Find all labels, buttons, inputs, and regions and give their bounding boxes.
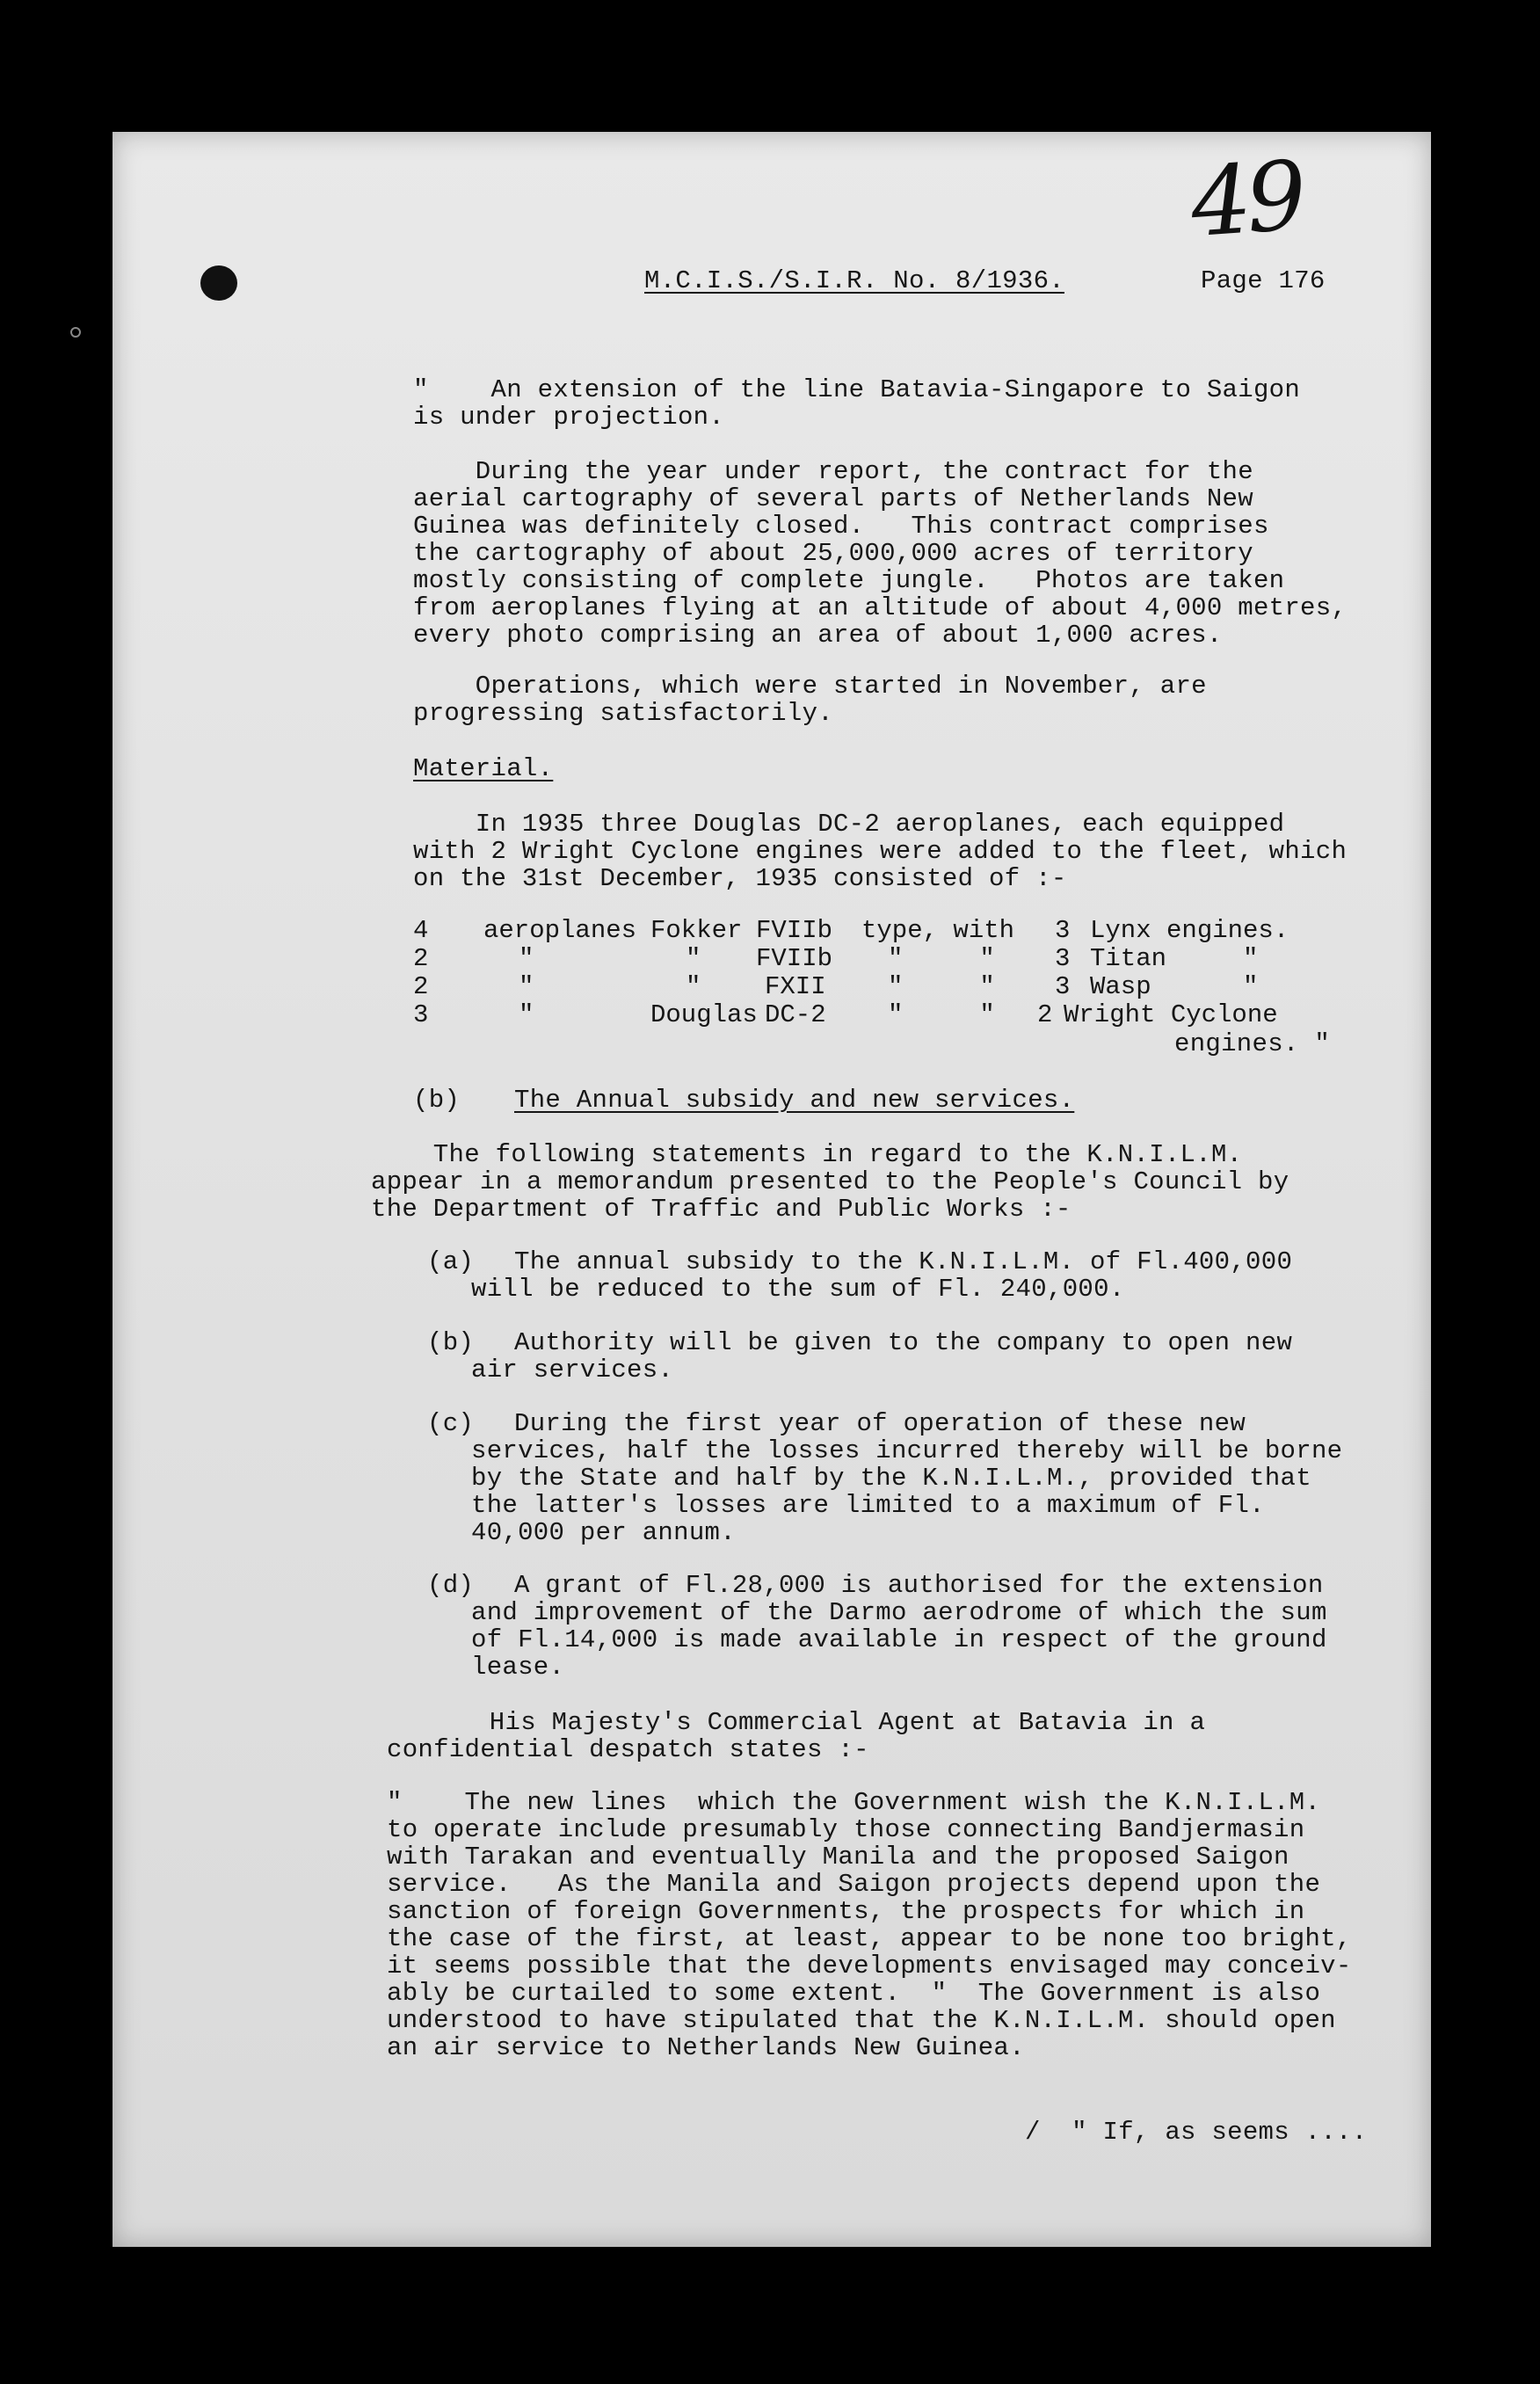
fleet-suffix: type, with: [861, 916, 1015, 945]
material-line: with 2 Wright Cyclone engines were added to the fleet, which: [413, 837, 1348, 866]
item-line: by the State and half by the K.N.I.L.M., provided that: [471, 1464, 1311, 1493]
item-label: (d): [427, 1571, 475, 1600]
fleet-count: 2: [413, 972, 429, 1001]
section-b-label: (b): [413, 1086, 461, 1115]
agent-intro-line: His Majesty's Commercial Agent at Batavia in a: [427, 1708, 1206, 1737]
agent-quote-line: to operate include presumably those connecting Bandjermasin: [387, 1815, 1305, 1844]
cartography-line: During the year under report, the contract for the: [413, 457, 1253, 486]
material-heading: Material.: [413, 754, 554, 783]
agent-quote-line: it seems possible that the developments envisaged may conceiv-: [387, 1952, 1352, 1981]
agent-quote-line: an air service to Netherlands New Guinea.: [387, 2033, 1025, 2062]
item-line: and improvement of the Darmo aerodrome of which the sum: [471, 1598, 1327, 1627]
fleet-maker: ": [686, 944, 701, 973]
cartography-line: the cartography of about 25,000,000 acres of territory: [413, 539, 1253, 568]
fleet-engines: 2: [1037, 1000, 1053, 1029]
agent-quote-line: with Tarakan and eventually Manila and the proposed Saigon: [387, 1843, 1289, 1872]
extension-line-1: " An extension of the line Batavia-Singapore to Saigon: [413, 375, 1301, 404]
agent-quote-line: the case of the first, at least, appear to be none too bright,: [387, 1924, 1352, 1953]
fleet-engines: 3: [1055, 916, 1071, 945]
fleet-engine-type: Titan ": [1090, 944, 1259, 973]
item-line: air services.: [471, 1356, 674, 1385]
item-line: Authority will be given to the company to open new: [514, 1328, 1293, 1357]
fleet-desc: ": [519, 1000, 534, 1029]
material-line: on the 31st December, 1935 consisted of :-: [413, 864, 1067, 893]
operations-line: Operations, which were started in November, are: [413, 672, 1207, 701]
fleet-row: [413, 973, 1398, 1001]
fleet-suffix: " ": [888, 1000, 995, 1029]
item-line: A grant of Fl.28,000 is authorised for the extension: [514, 1571, 1324, 1600]
item-line: services, half the losses incurred thereby will be borne: [471, 1436, 1343, 1465]
document-reference: M.C.I.S./S.I.R. No. 8/1936.: [644, 266, 1064, 295]
item-line: of Fl.14,000 is made available in respect of the ground: [471, 1625, 1327, 1654]
agent-quote-line: understood to have stipulated that the K.N.I.L.M. should open: [387, 2006, 1336, 2035]
punch-hole: [200, 265, 237, 301]
fleet-type: DC-2: [765, 1000, 826, 1029]
section-b-heading: The Annual subsidy and new services.: [514, 1086, 1075, 1115]
agent-quote-line: service. As the Manila and Saigon projects depend upon the: [387, 1870, 1321, 1899]
fleet-type: FVIIb: [756, 944, 833, 973]
fleet-suffix: " ": [888, 972, 995, 1001]
agent-quote-line: ably be curtailed to some extent. " The Government is also: [387, 1979, 1321, 2008]
item-label: (b): [427, 1328, 475, 1357]
fleet-row: [413, 1001, 1398, 1029]
item-line: the latter's losses are limited to a maximum of Fl.: [471, 1491, 1265, 1520]
fleet-engine-type: Lynx engines.: [1090, 916, 1289, 945]
cartography-line: from aeroplanes flying at an altitude of about 4,000 metres,: [413, 593, 1348, 622]
cartography-line: aerial cartography of several parts of Netherlands New: [413, 484, 1253, 513]
section-b-intro-line: The following statements in regard to the K.N.I.L.M.: [371, 1140, 1243, 1169]
item-label: (a): [427, 1247, 475, 1276]
item-line: The annual subsidy to the K.N.I.L.M. of Fl.400,000: [514, 1247, 1293, 1276]
fleet-desc: aeroplanes: [483, 916, 637, 945]
fleet-desc: ": [519, 972, 534, 1001]
item-line: 40,000 per annum.: [471, 1518, 736, 1547]
agent-quote-line: " The new lines which the Government wish the K.N.I.L.M.: [387, 1788, 1321, 1817]
scan-speck: [70, 327, 81, 338]
cartography-line: every photo comprising an area of about 1,000 acres.: [413, 621, 1223, 650]
fleet-row: [413, 917, 1398, 945]
fleet-count: 3: [413, 1000, 429, 1029]
fleet-count: 2: [413, 944, 429, 973]
fleet-maker: Fokker: [650, 916, 743, 945]
operations-line: progressing satisfactorily.: [413, 699, 833, 728]
fleet-engine-type: Wasp ": [1090, 972, 1259, 1001]
material-line: In 1935 three Douglas DC-2 aeroplanes, each equipped: [413, 810, 1285, 839]
fleet-maker: Douglas: [650, 1000, 758, 1029]
fleet-desc: ": [519, 944, 534, 973]
item-line: will be reduced to the sum of Fl. 240,000.: [471, 1275, 1125, 1304]
cartography-line: mostly consisting of complete jungle. Photos are taken: [413, 566, 1285, 595]
agent-quote-line: sanction of foreign Governments, the prospects for which in: [387, 1897, 1305, 1926]
fleet-maker: ": [686, 972, 701, 1001]
fleet-type: FVIIb: [756, 916, 833, 945]
fleet-count: 4: [413, 916, 429, 945]
fleet-type: FXII: [765, 972, 826, 1001]
catchword: / " If, as seems ....: [1025, 2118, 1368, 2147]
handwritten-folio-number: 49: [1187, 141, 1305, 259]
section-b-intro-line: appear in a memorandum presented to the People's Council by: [371, 1167, 1289, 1196]
fleet-engine-type: Wright Cyclone: [1064, 1000, 1278, 1029]
item-label: (c): [427, 1409, 475, 1438]
section-b-intro-line: the Department of Traffic and Public Works :-: [371, 1195, 1071, 1224]
item-line: During the first year of operation of these new: [514, 1409, 1246, 1438]
extension-line-2: is under projection.: [413, 403, 725, 432]
fleet-table-tail: engines. ": [1174, 1029, 1331, 1058]
agent-intro-line: confidential despatch states :-: [387, 1735, 869, 1764]
fleet-row: [413, 945, 1398, 973]
cartography-line: Guinea was definitely closed. This contract comprises: [413, 512, 1269, 541]
item-line: lease.: [471, 1653, 565, 1682]
fleet-suffix: " ": [888, 944, 995, 973]
page-number: Page 176: [1201, 266, 1326, 295]
fleet-engines: 3: [1055, 972, 1071, 1001]
fleet-engines: 3: [1055, 944, 1071, 973]
